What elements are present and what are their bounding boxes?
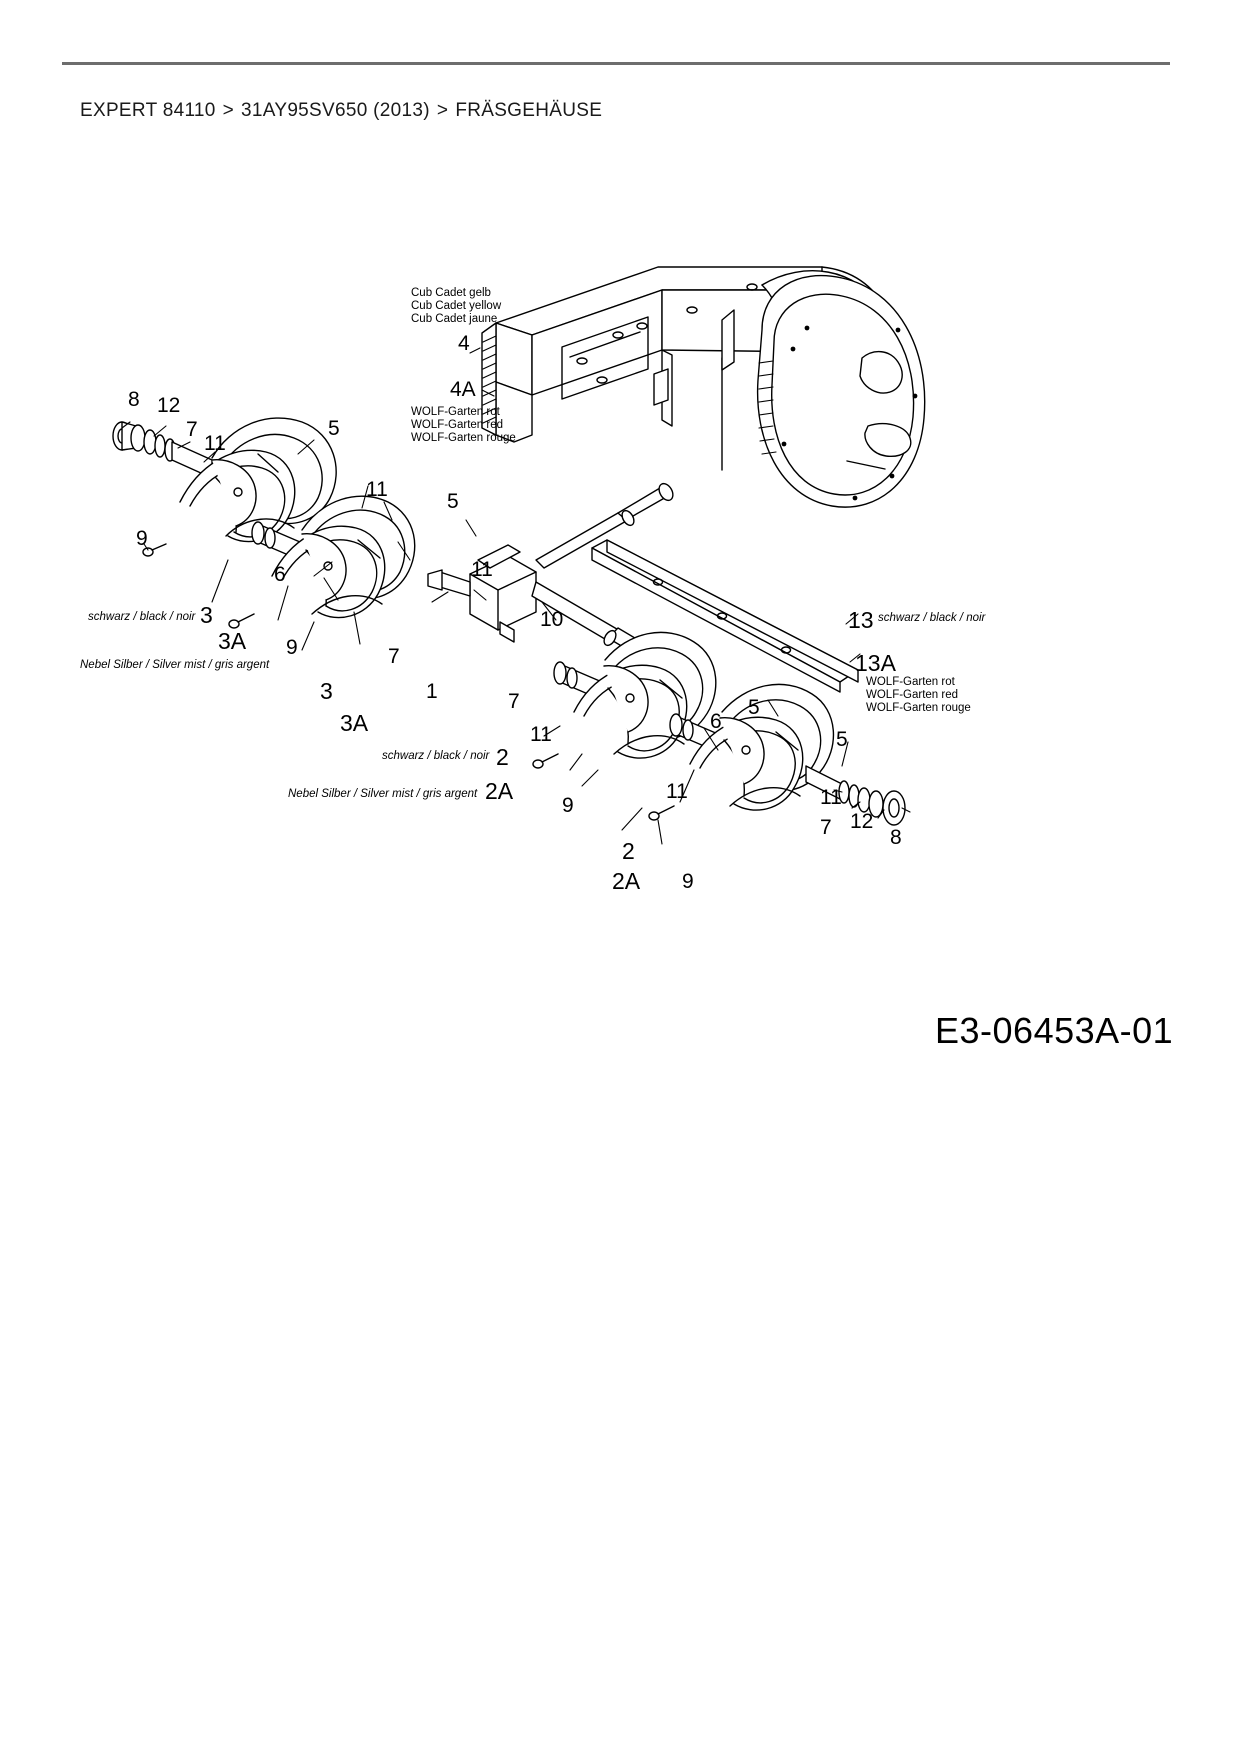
callout-5-right-lower: 5: [836, 728, 848, 751]
note-wolf-right-line-2: WOLF-Garten red: [866, 689, 959, 701]
breadcrumb-separator-2: >: [436, 100, 449, 121]
note-cub-cadet-line-2: Cub Cadet yellow: [411, 300, 502, 312]
callout-12-right: 12: [850, 810, 874, 833]
callout-11-lower-left: 11: [530, 723, 552, 746]
note-wolf-right-line-1: WOLF-Garten rot: [866, 676, 955, 688]
note-schwarz-center: schwarz / black / noir: [382, 750, 490, 762]
callout-3-mid: 3: [320, 678, 333, 704]
callout-4: 4: [458, 332, 470, 355]
callout-9-lower: 9: [562, 794, 574, 817]
callout-11-lower: 11: [666, 780, 688, 803]
note-nebel-silber-left: Nebel Silber / Silver mist / gris argent: [80, 659, 270, 671]
note-schwarz-left: schwarz / black / noir: [88, 611, 196, 623]
note-nebel-silber-center: Nebel Silber / Silver mist / gris argent: [288, 788, 478, 800]
note-wolf-top-line-2: WOLF-Garten red: [411, 419, 504, 431]
callout-11-right: 11: [820, 786, 842, 809]
breadcrumb-separator-1: >: [222, 100, 235, 121]
housing-assembly: [482, 267, 925, 507]
callout-9-lower-2: 9: [682, 870, 694, 893]
note-wolf-top-line-3: WOLF-Garten rouge: [411, 432, 516, 444]
callout-8-right: 8: [890, 826, 902, 849]
callout-12-left: 12: [157, 394, 181, 417]
callout-11-center: 11: [471, 558, 493, 581]
note-cub-cadet: [411, 287, 501, 326]
callout-3a-mid: 3A: [340, 710, 369, 736]
note-wolf-garten-top: [411, 406, 516, 445]
callout-6-left: 6: [274, 563, 286, 586]
callout-7-right: 7: [820, 816, 832, 839]
drawing-code: E3-06453A-01: [935, 1010, 1174, 1051]
callout-5-right-upper: 5: [748, 696, 760, 719]
breadcrumb-model[interactable]: EXPERT 84110: [80, 100, 216, 121]
callout-4a: 4A: [450, 378, 476, 401]
callout-9-left: 9: [136, 527, 148, 550]
exploded-parts-diagram: [62, 230, 1170, 970]
breadcrumb: [80, 100, 602, 122]
callout-7-mid: 7: [388, 645, 400, 668]
note-wolf-top-line-1: WOLF-Garten rot: [411, 406, 500, 418]
tine-assembly-right-inner: [533, 632, 716, 768]
note-wolf-right-line-3: WOLF-Garten rouge: [866, 702, 971, 714]
breadcrumb-code[interactable]: 31AY95SV650 (2013): [241, 100, 430, 121]
breadcrumb-section[interactable]: FRÄSGEHÄUSE: [455, 100, 603, 121]
callout-11-left: 11: [204, 432, 226, 455]
callout-7-left: 7: [186, 418, 198, 441]
note-cub-cadet-line-1: Cub Cadet gelb: [411, 287, 491, 299]
callout-10: 10: [540, 608, 564, 631]
diagram-svg: [62, 230, 1170, 970]
note-cub-cadet-line-3: Cub Cadet jaune: [411, 313, 498, 325]
callout-13a: 13A: [855, 650, 896, 676]
callout-5-mid: 5: [447, 490, 459, 513]
callout-2a: 2A: [485, 778, 514, 804]
callout-2a-lower: 2A: [612, 868, 641, 894]
callout-11-mid: 11: [366, 478, 388, 501]
callout-8-left: 8: [128, 388, 140, 411]
callout-3-left: 3: [200, 602, 213, 628]
callout-9-mid: 9: [286, 636, 298, 659]
callout-6-right: 6: [710, 710, 722, 733]
callout-7-lower: 7: [508, 690, 520, 713]
note-wolf-garten-right: [866, 676, 971, 715]
note-schwarz-right: schwarz / black / noir: [878, 612, 986, 624]
callout-1: 1: [426, 680, 438, 703]
callout-2: 2: [496, 744, 509, 770]
callout-3a-left: 3A: [218, 628, 247, 654]
callout-5-upper: 5: [328, 417, 340, 440]
callout-13: 13: [848, 607, 874, 633]
callout-2-lower: 2: [622, 838, 635, 864]
header-divider: [62, 62, 1170, 65]
